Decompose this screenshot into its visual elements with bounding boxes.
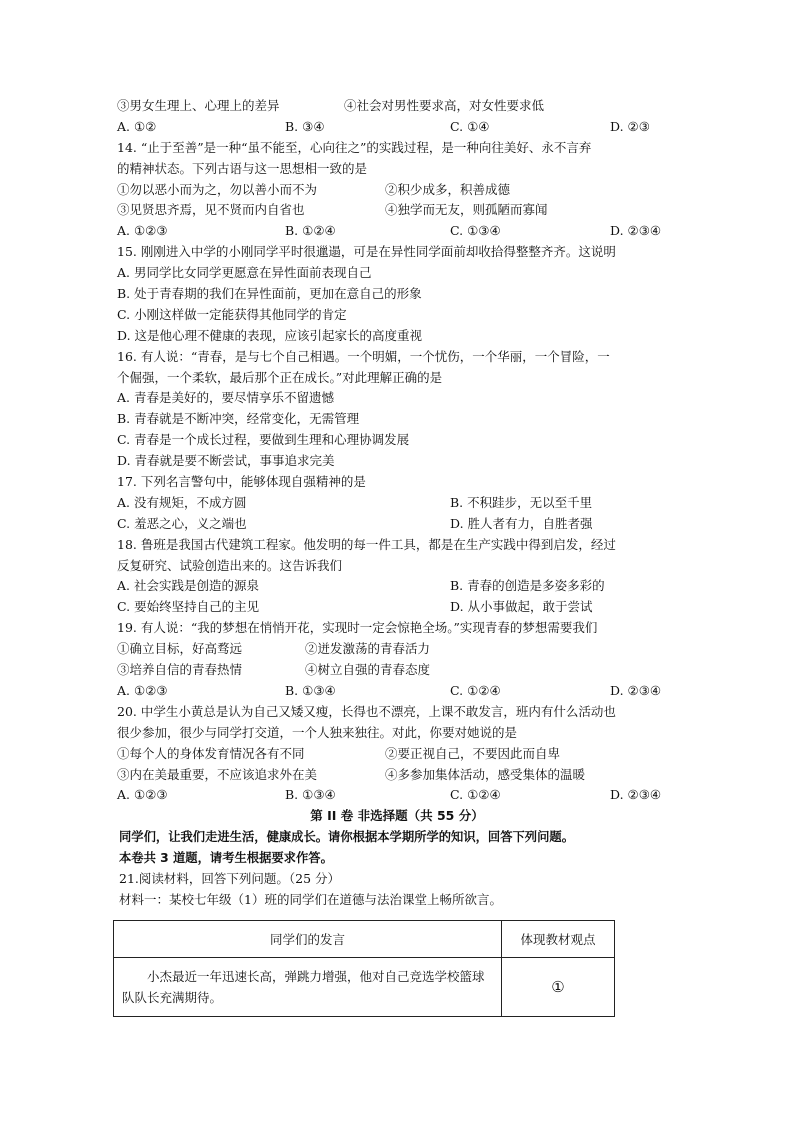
table-cell-answer-mark: ① [502, 958, 615, 1017]
answer-options-row [117, 117, 677, 138]
answer-option: C. ①④ [450, 118, 490, 134]
question-line: 14. “止于至善”是一种“虽不能至，心向往之”的实践过程，是一种向往美好、永不言弃 [117, 139, 592, 155]
answer-option: D. ②③④ [610, 682, 662, 698]
option-item: ①勿以恶小而为之，勿以善小而不为 [117, 181, 318, 197]
answer-option: A. ①②③ [117, 787, 168, 803]
question-line: 的精神状态。下列古语与这一思想相一致的是 [117, 160, 368, 176]
answer-option: B. ①③④ [285, 682, 336, 698]
option-item: ②积少成多，积善成德 [385, 181, 511, 197]
answer-option: D. ②③④ [610, 223, 662, 239]
answer-option: A. ①②③ [117, 682, 168, 698]
options-row [117, 660, 677, 681]
answer-option: B. ①③④ [285, 787, 336, 803]
option-item: A. 没有规矩，不成方圆 [117, 494, 247, 510]
answer-option: D. ②③ [610, 118, 650, 134]
option-item: C. 要始终坚持自己的主见 [117, 599, 260, 615]
question-line: 16. 有人说：“青春，是与七个自己相遇。一个明媚，一个忧伤，一个华丽，一个冒险，一 [117, 348, 610, 364]
options-row [117, 493, 677, 514]
options-row [117, 514, 677, 535]
question-line: A. 男同学比女同学更愿意在异性面前表现自己 [117, 265, 372, 281]
instruction-text: 本卷共 3 道题，请考生根据要求作答。 [119, 851, 333, 866]
option-item: ③培养自信的青春热情 [117, 662, 243, 678]
answer-options-row [117, 785, 677, 806]
material-table [113, 920, 615, 1017]
answer-option: D. ②③④ [610, 787, 662, 803]
options-row [117, 200, 677, 221]
exam-page [117, 96, 677, 911]
question-line: D. 这是他心理不健康的表现，应该引起家长的高度重视 [117, 327, 423, 343]
answer-option: B. ③④ [285, 118, 325, 134]
option-item: ①每个人的身体发育情况各有不同 [117, 745, 305, 761]
option-item: ①确立目标，好高骛远 [117, 641, 243, 657]
question-line: A. 青春是美好的，要尽情享乐不留遗憾 [117, 390, 334, 406]
option-item: D. 从小事做起，敢于尝试 [450, 599, 593, 615]
answer-option: B. ①②④ [285, 223, 336, 239]
question-line: 反复研究、试验创造出来的。这告诉我们 [117, 557, 343, 573]
question-line: 18. 鲁班是我国古代建筑工程家。他发明的每一件工具，都是在生产实践中得到启发，经过 [117, 536, 616, 552]
question-line: 很少参加，很少与同学打交道，一个人独来独往。对此，你要对她说的是 [117, 724, 518, 740]
table-row [114, 958, 615, 1017]
question-line: D. 青春就是要不断尝试，事事追求完美 [117, 453, 335, 469]
question-line: 19. 有人说：“我的梦想在悄悄开花，实现时一定会惊艳全场。”实现青春的梦想需要我们 [117, 620, 598, 636]
options-row [117, 765, 677, 786]
question-text: 21.阅读材料，回答下列问题。（25 分） [119, 870, 341, 886]
question-text: 材料一：某校七年级（1）班的同学们在道德与法治课堂上畅所欲言。 [119, 891, 502, 907]
options-row [117, 96, 677, 117]
table-header-viewpoint: 体现教材观点 [502, 921, 615, 958]
options-row [117, 744, 677, 765]
answer-option: A. ①② [117, 118, 157, 134]
options-row [117, 180, 677, 201]
option-item: B. 不积跬步，无以至千里 [450, 494, 593, 510]
section-title: 第 II 卷 非选择题（共 55 分） [310, 808, 484, 824]
option-item: ③内在美最重要，不应该追求外在美 [117, 766, 318, 782]
answer-option: C. ①②④ [450, 787, 501, 803]
options-row [117, 576, 677, 597]
option-item: B. 青春的创造是多姿多彩的 [450, 578, 605, 594]
option-item: ②迸发激荡的青春活力 [305, 641, 431, 657]
option-item: ④社会对男性要求高，对女性要求低 [344, 98, 545, 113]
option-item: ④多参加集体活动，感受集体的温暖 [385, 766, 586, 782]
question-line: C. 小刚这样做一定能获得其他同学的肯定 [117, 306, 347, 322]
question-line: 17. 下列名言警句中，能够体现自强精神的是 [117, 474, 366, 490]
table-header-speech: 同学们的发言 [114, 921, 502, 958]
options-row [117, 597, 677, 618]
option-item: D. 胜人者有力，自胜者强 [450, 515, 593, 531]
option-item: A. 社会实践是创造的源泉 [117, 578, 259, 594]
answer-option: A. ①②③ [117, 223, 168, 239]
question-line: 20. 中学生小黄总是认为自己又矮又瘦，长得也不漂亮，上课不敢发言，班内有什么活动也 [117, 703, 616, 719]
answer-option: C. ①②④ [450, 682, 501, 698]
option-item: ④独学而无友，则孤陋而寡闻 [385, 202, 548, 218]
instruction-text: 同学们，让我们走进生活，健康成长。请你根据本学期所学的知识，回答下列问题。 [119, 830, 574, 845]
answer-options-row [117, 221, 677, 242]
question-line: 15. 刚刚进入中学的小刚同学平时很邋遢，可是在异性同学面前却收拾得整整齐齐。这说明 [117, 244, 616, 260]
option-item: ②要正视自己，不要因此而自卑 [385, 745, 561, 761]
option-item: ④树立自强的青春态度 [305, 662, 431, 678]
answer-options-row [117, 681, 677, 702]
options-row [117, 639, 677, 660]
option-item: ③见贤思齐焉，见不贤而内自省也 [117, 202, 305, 218]
question-line: 个倔强，一个柔软，最后那个正在成长。”对此理解正确的是 [117, 369, 443, 385]
question-line: B. 处于青春期的我们在异性面前，更加在意自己的形象 [117, 286, 422, 302]
table-cell-speech: 小杰最近一年迅速长高，弹跳力增强，他对自己竞选学校篮球队队长充满期待。 [114, 958, 502, 1017]
question-line: B. 青春就是不断冲突，经常变化，无需管理 [117, 411, 360, 427]
question-line: C. 青春是一个成长过程，要做到生理和心理协调发展 [117, 432, 410, 448]
option-item: C. 羞恶之心，义之端也 [117, 515, 247, 531]
option-item: ③男女生理上、心理上的差异 [117, 98, 280, 113]
answer-option: C. ①③④ [450, 223, 501, 239]
